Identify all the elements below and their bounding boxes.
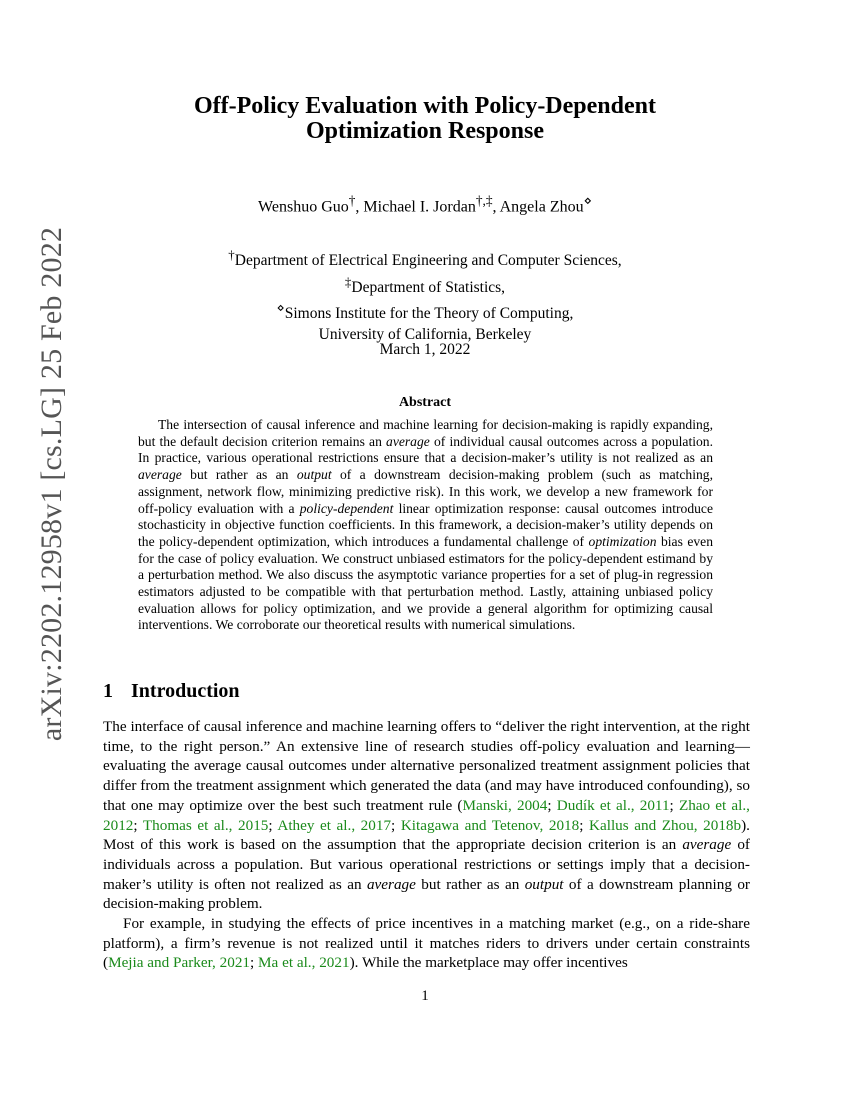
abstract-body — [138, 417, 713, 634]
affiliation-mark: ⋄ — [276, 300, 285, 316]
section-number: 1 — [103, 680, 113, 702]
abstract-emphasis: policy-dependent — [299, 500, 394, 516]
section-heading — [103, 680, 240, 703]
citation-link[interactable]: Dudík et al., 2011 — [556, 796, 670, 814]
affiliation-text: Department of Electrical Engineering and Computer Sciences, — [234, 252, 622, 270]
abstract-emphasis: output — [296, 467, 332, 483]
paper-title — [100, 94, 750, 144]
body-text: ). While the marketplace may offer incentives — [349, 954, 628, 972]
title-line-1: Off-Policy Evaluation with Policy-Dependent — [194, 93, 656, 119]
body-emphasis: output — [524, 875, 564, 893]
arxiv-identifier-stamp — [36, 0, 68, 1100]
body-text: ). Most of this work is based on the assumption that the appropriate decision criterion is an — [103, 816, 750, 854]
affiliation-mark: ‡ — [344, 273, 352, 289]
author-mark: † — [348, 193, 356, 208]
affiliation-text: Simons Institute for the Theory of Computing, — [284, 305, 574, 323]
affiliation-line — [100, 298, 750, 325]
abstract-emphasis: average — [386, 433, 430, 449]
affiliation-text: Department of Statistics, — [351, 278, 506, 296]
paper-date: March 1, 2022 — [379, 341, 471, 358]
abstract-emphasis: average — [138, 467, 182, 483]
author-name: Wenshuo Guo — [258, 198, 349, 216]
author-mark: †,‡ — [475, 193, 493, 208]
author-name: Angela Zhou — [499, 198, 584, 216]
abstract-text: of individual causal outcomes across a population. In practice, various operational restrictions ensure that a decision-maker’s utility is not realized as an — [138, 433, 713, 466]
body-text: For example, in studying the effects of price incentives in a matching market (e.g., on a ride-share platform), a firm’s revenue is not realized until it matches riders to drivers under certain constraints ( — [103, 915, 750, 972]
citation-link[interactable]: Kallus and Zhou, 2018b — [589, 816, 742, 834]
citation-link[interactable]: Athey et al., 2017 — [277, 816, 392, 834]
citation-link[interactable]: Zhao et al., 2012 — [103, 796, 750, 834]
citation-link[interactable]: Thomas et al., 2015 — [142, 816, 269, 834]
paragraph: For example, in studying the effects of price incentives in a matching market (e.g., on a ride-share platform), a firm’s revenue is not realized until it matches riders to drivers under certain constraints (Mejia and Parker, 2021; Ma et al., 2021). While the marketplace may offer incentives — [103, 915, 750, 972]
citation-link[interactable]: Kitagawa and Tetenov, 2018 — [400, 816, 580, 834]
body-text: The interface of causal inference and machine learning offers to “deliver the right intervention, at the right time, to the right person.” An extensive line of research studies off-policy evaluation and learning—evaluating the average causal outcomes under alternative personalized treatment assignment policies that differ from the treatment assignment which generated the data (and may have introduced confounding), so that one may optimize over the best such treatment rule ( — [103, 718, 750, 814]
body-emphasis: average — [682, 836, 732, 854]
abstract-heading: Abstract — [398, 395, 452, 410]
paragraph: The interface of causal inference and machine learning offers to “deliver the right intervention, at the right time, to the right person.” An extensive line of research studies off-policy evaluation and learning—evaluating the average causal outcomes under alternative personalized treatment assignment policies that differ from the treatment assignment which generated the data (and may have introduced confounding), so that one may optimize over the best such treatment rule (Manski, 2004; Dudík et al., 2011; Zhao et al., 2012; Thomas et al., 2015; Athey et al., 2017; Kitagawa and Tetenov, 2018; Kallus and Zhou, 2018b). Most of this work is based on the assumption that the appropriate decision criterion is an average of individuals across a population. But various operational restrictions or settings imply that a decision-maker’s utility is often not realized as an average but rather as an output of a downstream planning or decision-making problem. — [103, 718, 750, 913]
citation-link[interactable]: Mejia and Parker, 2021 — [108, 954, 251, 972]
body-text: but rather as an — [415, 875, 525, 893]
title-line-2: Optimization Response — [305, 118, 544, 144]
body-text: of a downstream planning or decision-making problem. — [103, 875, 750, 913]
abstract-emphasis: optimization — [588, 533, 657, 549]
citation-link[interactable]: Manski, 2004 — [462, 796, 548, 814]
body-text: of individuals across a population. But various operational restrictions or settings imply that a decision-maker’s utility is often not realized as an — [103, 836, 750, 893]
affiliation-mark: † — [228, 247, 235, 262]
page-number: 1 — [421, 988, 429, 1004]
author-mark: ⋄ — [583, 193, 592, 208]
body-emphasis: average — [366, 875, 416, 893]
introduction-body — [103, 717, 750, 973]
abstract-text: linear optimization response: causal outcomes introduce stochasticity in objective function coefficients. In this framework, a decision-maker’s utility depends on the policy-dependent optimization, which introduces a fundamental challenge of — [138, 500, 713, 549]
affiliation-text: University of California, Berkeley — [318, 325, 532, 343]
author-list: Wenshuo Guo†, Michael I. Jordan†,‡, Angela Zhou⋄ — [258, 193, 592, 216]
author-name: Michael I. Jordan — [363, 198, 476, 216]
affiliation-line — [100, 272, 750, 299]
abstract-text: of a downstream decision-making problem (such as matching, assignment, network flow, minimizing predictive risk). In this work, we develop a new framework for off-policy evaluation with a — [138, 467, 713, 516]
section-title: Introduction — [131, 680, 240, 702]
citation-link[interactable]: Ma et al., 2021 — [258, 954, 350, 972]
affiliations — [100, 245, 750, 345]
abstract-text: but rather as an — [181, 467, 297, 483]
arxiv-identifier-text: arXiv:2202.12958v1 [cs.LG] 25 Feb 2022 — [35, 226, 68, 742]
abstract-text: bias even for the case of policy evaluation. We construct unbiased estimators for the policy-dependent estimand by a perturbation method. We also discuss the asymptotic variance properties for a set of plug-in regression estimators adjusted to be compatible with that perturbation method. Lastly, attaining unbiased policy evaluation allows for policy optimization, and we provide a general algorithm for optimizing causal interventions. We corroborate our theoretical results with numerical simulations. — [138, 533, 713, 633]
abstract-text: The intersection of causal inference and machine learning for decision-making is rapidly expanding, but the default decision criterion remains an — [138, 417, 713, 449]
affiliation-line — [100, 245, 750, 272]
